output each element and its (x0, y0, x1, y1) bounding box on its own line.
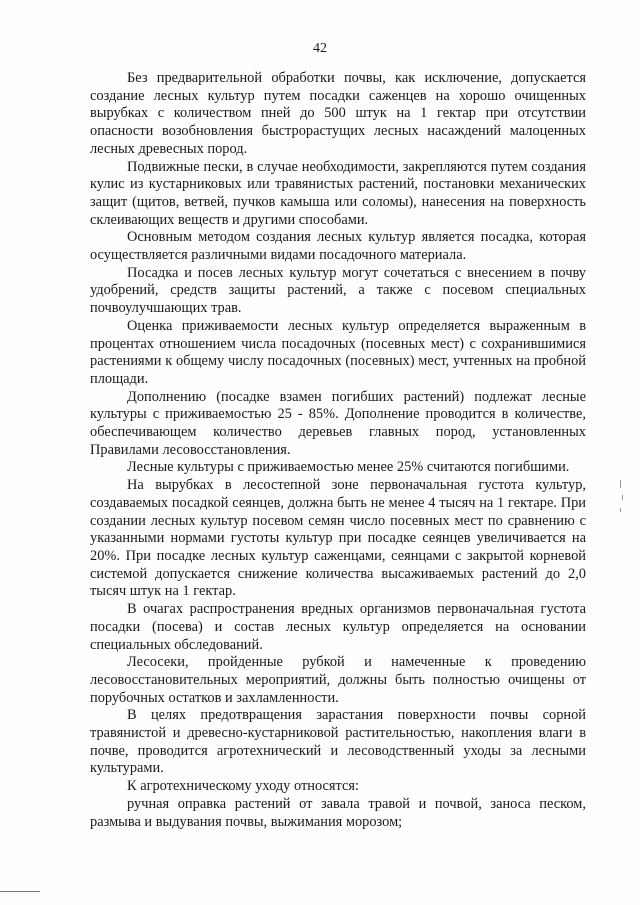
paragraph-2: Подвижные пески, в случае необходимости, закрепляются путем создания кулис из кустарниковых или травянистых растений, постановки механических защит (щитов, ветвей, пучков камыша или соломы), нанесения на поверхность склеивающих веществ и другими способами. (90, 158, 586, 228)
scan-artifact (620, 508, 621, 512)
scan-artifact (620, 480, 621, 488)
paragraph-4: Посадка и посев лесных культур могут сочетаться с внесением в почву удобрений, средств защиты растений, а также с посевом специальных почвоулучшающих трав. (90, 264, 586, 317)
paragraph-6: Дополнению (посадке взамен погибших растений) подлежат лесные культуры с приживаемостью 25 - 85%. Дополнение проводится в количестве, обеспечивающем количество деревьев главных пород, установленных Правилами лесовосстановления. (90, 388, 586, 458)
page-number: 42 (313, 41, 327, 56)
paragraph-10: Лесосеки, пройденные рубкой и намеченные к проведению лесовосстановительных мероприятий, должны быть полностью очищены от порубочных остатков и захламленности. (90, 654, 586, 706)
paragraph-7: Лесные культуры с приживаемостью менее 25% считаются погибшими. (127, 459, 570, 476)
page-body (90, 70, 586, 831)
footer-rule (0, 891, 40, 892)
paragraph-13: ручная оправка растений от завала травой и почвой, заноса песком, размыва и выдувания почвы, выжимания морозом; (90, 795, 586, 830)
paragraph-3: Основным методом создания лесных культур является посадка, которая осуществляется различными видами посадочного материала. (90, 229, 586, 264)
paragraph-1: Без предварительной обработки почвы, как исключение, допускается создание лесных культур путем посадки саженцев на хорошо очищенных вырубках с количеством пней до 500 штук на 1 гектар при отсутствии опасности возобновления быстрорастущих лесных насаждений малоценных лесных древесных пород. (90, 70, 586, 157)
paragraph-8: На вырубках в лесостепной зоне первоначальная густота культур, создаваемых посадкой сеянцев, должна быть не менее 4 тысяч на 1 гектаре. При создании лесных культур посевом семян число посевных мест по сравнению с указанными нормами густоты культур при посадке сеянцев увеличивается на 20%. При посадке лесных культур саженцами, сеянцами с закрытой корневой системой допускается снижение количества высаживаемых растений до 2,0 тысяч штук на 1 гектар. (90, 477, 586, 600)
paragraph-12: К агротехническому уходу относятся: (127, 778, 359, 795)
paragraph-11: В целях предотвращения зарастания поверхности почвы сорной травянистой и древесно-кустарниковой растительностью, накопления влаги в почве, проводится агротехнический и лесоводственный уходы за лесными культурами. (90, 707, 586, 777)
paragraph-5: Оценка приживаемости лесных культур определяется выраженным в процентах отношением числа посадочных (посевных мест) с сохранившимися растениями к общему числу посадочных (посевных) мест, учтенных на пробной площади. (90, 317, 586, 387)
paragraph-9: В очагах распространения вредных организмов первоначальная густота посадки (посева) и состав лесных культур определяется на основании специальных обследований. (90, 601, 586, 653)
scan-artifact (622, 495, 623, 500)
